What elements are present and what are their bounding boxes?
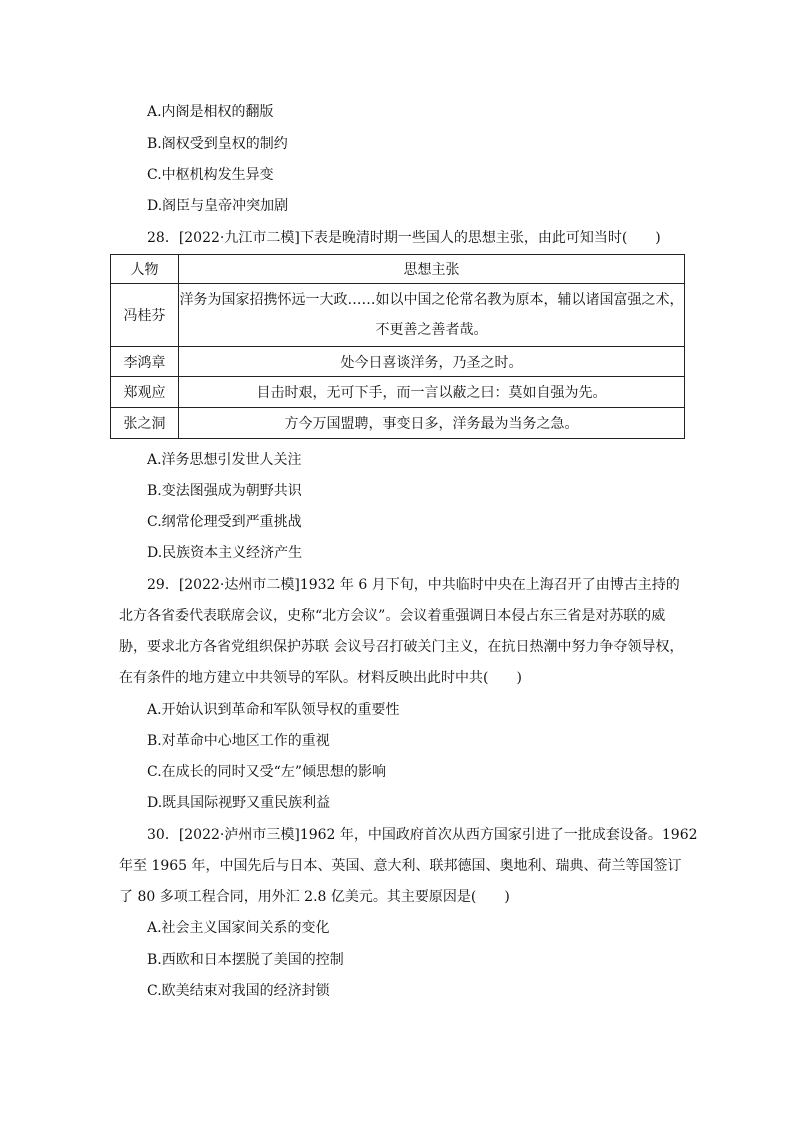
q29-option-b: B.对革命中心地区工作的重视 [147, 733, 330, 749]
header-thought: 思想主张 [179, 255, 685, 284]
q30-option-c: C.欧美结束对我国的经济封锁 [147, 983, 330, 999]
q29-stem-line2: 北方各省委代表联席会议，史称“北方会议”。会议着重强调日本侵占东三省是对苏联的威 [119, 608, 666, 624]
q30-option-b: B.西欧和日本摆脱了美国的控制 [147, 952, 344, 968]
prev-option-d: D.阁臣与皇帝冲突加剧 [147, 198, 289, 214]
q29-option-a: A.开始认识到革命和军队领导权的重要性 [147, 702, 400, 718]
prev-option-a: A.内阁是相权的翻版 [147, 104, 274, 120]
q28-option-c: C.纲常伦理受到严重挑战 [147, 514, 302, 530]
thought-table [110, 254, 685, 439]
row-text-line2: 不更善之善者哉。 [375, 322, 488, 338]
q30-stem-line2: 年至 1965 年，中国先后与日本、英国、意大利、联邦德国、奥地利、瑞典、荷兰等国签订 [119, 858, 682, 874]
row-text: 方今万国盟聘，事变日多，洋务最为当务之急。 [179, 408, 685, 439]
table-row [111, 408, 685, 439]
q29-stem-line1: 29．[2022·达州市二模]1932 年 6 月下旬，中共临时中央在上海召开了由博古主持的 [147, 577, 680, 593]
q30-stem-line3: 了 80 多项工程合同，用外汇 2.8 亿美元。其主要原因是( ) [119, 889, 510, 905]
q29-option-c: C.在成长的同时又受“左”倾思想的影响 [147, 764, 386, 780]
header-person: 人物 [111, 255, 179, 284]
q30-option-a: A.社会主义国家间关系的变化 [147, 920, 330, 936]
row-name: 冯桂芬 [111, 284, 179, 347]
row-text [179, 284, 685, 347]
prev-option-b: B.阁权受到皇权的制约 [147, 136, 288, 152]
prev-option-c: C.中枢机构发生异变 [147, 167, 274, 183]
q29-stem-line3: 胁，要求北方各省党组织保护苏联 会议号召打破关门主义，在抗日热潮中努力争夺领导权， [119, 639, 684, 655]
row-text-line1: 洋务为国家招携怀远一大政……如以中国之伦常名教为原本，辅以诸国富强之术， [179, 292, 684, 308]
q30-stem-line1: 30．[2022·泸州市三模]1962 年，中国政府首次从西方国家引进了一批成套设备。1962 [147, 827, 698, 843]
table-header-row [111, 255, 685, 284]
table-row [111, 284, 685, 347]
row-text: 目击时艰，无可下手，而一言以蔽之曰：莫如自强为先。 [179, 377, 685, 408]
row-name: 李鸿章 [111, 347, 179, 377]
row-text: 处今日喜谈洋务，乃圣之时。 [179, 347, 685, 377]
q29-stem-line4: 在有条件的地方建立中共领导的军队。材料反映出此时中共( ) [119, 670, 522, 686]
q28-stem: 28．[2022·九江市二模]下表是晚清时期一些国人的思想主张，由此可知当时( ) [147, 230, 661, 246]
q28-option-a: A.洋务思想引发世人关注 [147, 452, 302, 468]
table-row [111, 347, 685, 377]
row-name: 张之洞 [111, 408, 179, 439]
row-name: 郑观应 [111, 377, 179, 408]
q29-option-d: D.既具国际视野又重民族利益 [147, 795, 331, 811]
q28-option-b: B.变法图强成为朝野共识 [147, 483, 302, 499]
table-row [111, 377, 685, 408]
q28-option-d: D.民族资本主义经济产生 [147, 545, 303, 561]
